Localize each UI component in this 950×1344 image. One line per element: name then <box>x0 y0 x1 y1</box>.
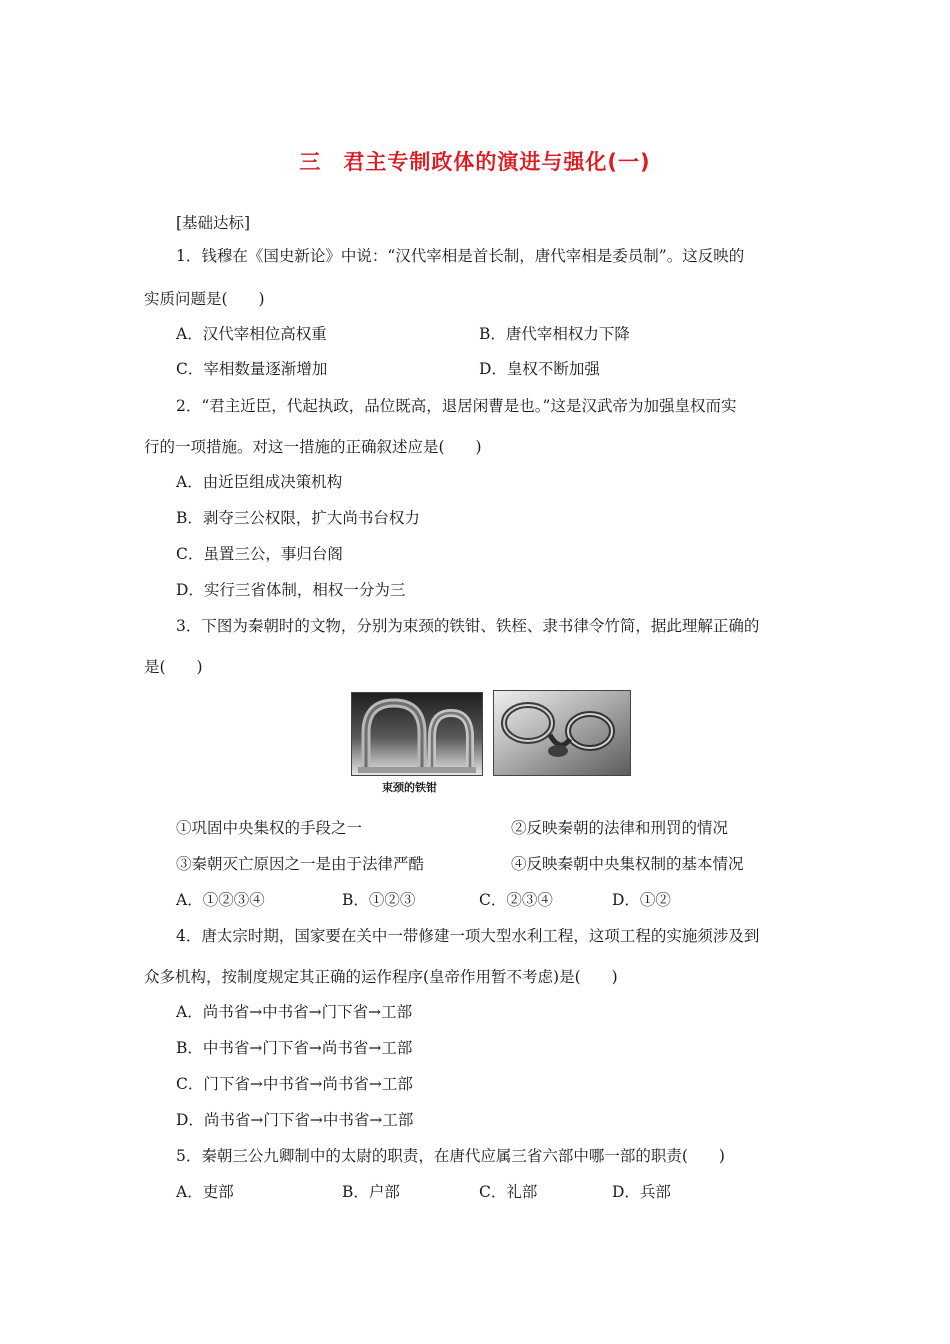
page-title: 三 君主专制政体的演进与强化(一) <box>299 150 651 174</box>
q4-option-b: B．中书省→门下省→尚书省→工部 <box>176 1039 413 1057</box>
q3-option-b: B．①②③ <box>342 891 416 909</box>
q1-option-c: C．宰相数量逐渐增加 <box>176 360 328 378</box>
q5-stem: 5．秦朝三公九卿制中的太尉的职责，在唐代应属三省六部中哪一部的职责( ) <box>176 1147 725 1165</box>
q5-option-c: C．礼部 <box>479 1183 538 1201</box>
q4-option-c: C．门下省→中书省→尚书省→工部 <box>176 1075 413 1093</box>
q2-stem-line1: 2．“君主近臣，代起执政，品位既高，退居闲曹是也。”这是汉武帝为加强皇权而实 <box>176 397 737 415</box>
q3-option-a: A．①②③④ <box>176 891 265 909</box>
q1-option-d: D．皇权不断加强 <box>479 360 600 378</box>
section-label: [基础达标] <box>176 214 251 232</box>
q5-option-b: B．户部 <box>342 1183 400 1201</box>
iron-shackle-photo <box>493 690 631 776</box>
q3-option-c: C．②③④ <box>479 891 553 909</box>
q1-option-a: A．汉代宰相位高权重 <box>176 325 327 343</box>
iron-collar-illustration <box>352 693 482 775</box>
q3-statement-1: ①巩固中央集权的手段之一 <box>176 819 363 837</box>
q3-stem-line1: 3．下图为秦朝时的文物，分别为束颈的铁钳、铁桎、隶书律令竹简，据此理解正确的 <box>176 617 760 635</box>
q1-stem-line1: 1．钱穆在《国史新论》中说：“汉代宰相是首长制，唐代宰相是委员制”。这反映的 <box>176 247 745 265</box>
photo-caption: 束颈的铁钳 <box>382 781 437 794</box>
q5-option-d: D．兵部 <box>612 1183 671 1201</box>
q4-option-a: A．尚书省→中书省→门下省→工部 <box>176 1003 413 1021</box>
q2-option-a: A．由近臣组成决策机构 <box>176 473 343 491</box>
q3-statement-4: ④反映秦朝中央集权制的基本情况 <box>511 855 744 873</box>
q3-statement-3: ③秦朝灭亡原因之一是由于法律严酷 <box>176 855 425 873</box>
iron-collar-photo <box>351 692 483 776</box>
q3-option-d: D．①② <box>612 891 671 909</box>
q2-option-b: B．剥夺三公权限，扩大尚书台权力 <box>176 509 420 527</box>
q4-option-d: D．尚书省→门下省→中书省→工部 <box>176 1111 414 1129</box>
q3-statement-2: ②反映秦朝的法律和刑罚的情况 <box>511 819 729 837</box>
q2-option-c: C．虽置三公，事归台阁 <box>176 545 343 563</box>
iron-shackle-illustration <box>494 691 630 775</box>
q3-stem-line2: 是( ) <box>144 658 203 676</box>
q5-option-a: A．吏部 <box>176 1183 234 1201</box>
q4-stem-line2: 众多机构，按制度规定其正确的运作程序(皇帝作用暂不考虑)是( ) <box>144 968 618 986</box>
q1-option-b: B．唐代宰相权力下降 <box>479 325 630 343</box>
q4-stem-line1: 4．唐太宗时期，国家要在关中一带修建一项大型水利工程，这项工程的实施须涉及到 <box>176 927 760 945</box>
q2-stem-line2: 行的一项措施。对这一措施的正确叙述应是( ) <box>144 438 482 456</box>
q2-option-d: D．实行三省体制，相权一分为三 <box>176 581 406 599</box>
q1-stem-line2: 实质问题是( ) <box>144 290 265 308</box>
